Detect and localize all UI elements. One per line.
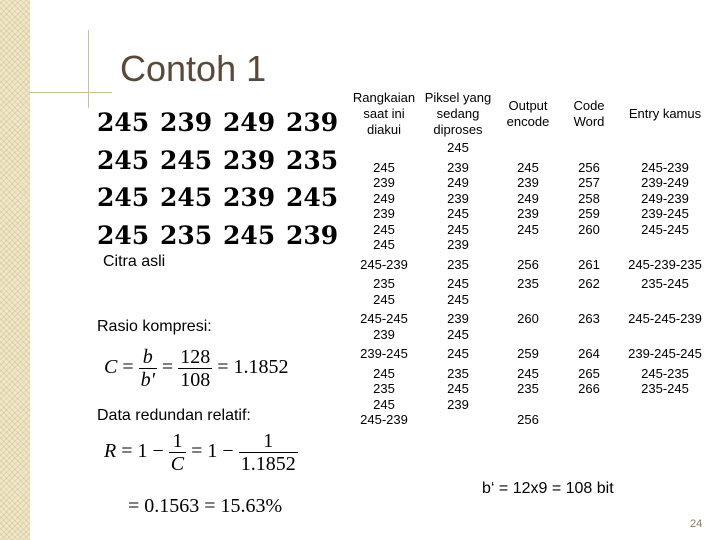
bit-count-footer: b‘ = 12x9 = 108 bit — [482, 480, 614, 497]
cell-line: 235 — [447, 256, 469, 272]
table-cell — [345, 255, 423, 275]
table-cell — [345, 138, 423, 158]
pixel-value: 239 — [223, 183, 276, 212]
cell-line: 245 — [447, 346, 469, 361]
divider-vertical — [88, 30, 89, 108]
cell-line: 235 — [517, 276, 539, 291]
cell-line: 245 — [517, 221, 539, 237]
table-cell — [615, 138, 715, 158]
cell-line: 239-245 — [360, 346, 408, 361]
cell-line: 245 — [517, 365, 539, 381]
cell-line: 235 — [517, 381, 539, 396]
table-cell — [423, 309, 493, 344]
cell-line: 245-245 — [641, 221, 689, 237]
table-header-row — [345, 90, 715, 138]
table-cell — [345, 344, 423, 364]
pixel-value: 245 — [160, 145, 213, 175]
header-codeword: Code Word — [573, 98, 605, 129]
cell-line — [345, 140, 423, 156]
table-cell — [615, 255, 715, 275]
formula-operator: = 1 − — [121, 440, 164, 463]
pixel-value: 249 — [223, 108, 276, 137]
cell-line: 263 — [578, 311, 600, 326]
pixel-value: 239 — [223, 145, 276, 175]
table-cell — [493, 364, 563, 430]
cell-line: 245 — [373, 159, 395, 175]
cell-line: 256 — [517, 256, 539, 272]
table-cell — [423, 344, 493, 364]
table-cell — [493, 344, 563, 364]
cell-line: 245 — [373, 237, 395, 252]
cell-line: 239 — [447, 237, 469, 252]
cell-line: 258 — [578, 190, 600, 206]
table-cell — [563, 309, 615, 344]
table-cell — [563, 138, 615, 158]
table-cell — [563, 255, 615, 275]
table-cell — [423, 138, 493, 158]
table-cell — [493, 158, 563, 255]
redundancy-formula — [104, 430, 298, 475]
cell-line: 261 — [578, 256, 600, 272]
cell-line: 239 — [447, 159, 469, 175]
cell-line — [493, 140, 563, 156]
cell-line: 249-239 — [641, 190, 689, 206]
denominator: 108 — [180, 369, 211, 391]
cell-line: 235-245 — [641, 276, 689, 291]
lzw-encoding-table — [345, 90, 715, 430]
cell-line: 245 — [447, 276, 469, 291]
pixel-value: 235 — [160, 220, 213, 250]
pixel-value: 245 — [286, 183, 339, 212]
fraction — [139, 346, 157, 391]
numerator: 128 — [180, 346, 211, 368]
pixel-value: 245 — [97, 183, 150, 212]
table-cell — [563, 274, 615, 309]
grid-row — [97, 104, 349, 142]
table-row — [345, 255, 715, 275]
formula-symbol: R — [104, 440, 117, 463]
cell-line: 239 — [373, 206, 395, 221]
citra-label: Citra asli — [103, 253, 166, 270]
cell-line: 239 — [447, 311, 469, 326]
table-cell — [493, 138, 563, 158]
pixel-value: 239 — [286, 108, 339, 137]
cell-line: 235 — [373, 276, 395, 291]
formula-operator: = — [161, 356, 174, 379]
cell-line: 259 — [517, 346, 539, 361]
cell-line: 265 — [578, 365, 600, 381]
grid-row — [97, 179, 349, 217]
cell-line: 245 — [373, 291, 395, 307]
pixel-value: 245 — [97, 145, 150, 175]
denominator: b' — [140, 369, 155, 391]
cell-line: 239-249 — [641, 175, 689, 190]
formula-operator: = — [122, 356, 134, 379]
cell-line: 239 — [373, 175, 395, 190]
table-cell — [423, 274, 493, 309]
table-cell — [563, 344, 615, 364]
table-cell — [345, 158, 423, 255]
cell-line: 249 — [517, 190, 539, 206]
fraction — [239, 430, 298, 475]
cell-line: 239-245-245 — [628, 346, 702, 361]
divider-horizontal — [30, 92, 112, 93]
cell-line: 245 — [373, 221, 395, 237]
table-cell — [423, 158, 493, 255]
cell-line: 249 — [373, 190, 395, 206]
table-cell — [615, 274, 715, 309]
cell-line: 239 — [447, 396, 469, 412]
cell-line — [493, 397, 563, 413]
table-cell — [615, 158, 715, 255]
header-piksel: Piksel yang sedang diproses — [424, 90, 492, 137]
page-title: Contoh 1 — [120, 48, 267, 89]
cell-line: 256 — [578, 159, 600, 175]
table-row — [345, 364, 715, 430]
cell-line: 245-235 — [641, 365, 689, 381]
cell-line: 245 — [373, 365, 395, 381]
table-cell — [563, 364, 615, 430]
table-cell — [493, 274, 563, 309]
cell-line: 264 — [578, 346, 600, 361]
page-number: 24 — [690, 518, 703, 530]
image-pixel-grid — [97, 104, 349, 254]
cell-line: 245-239 — [360, 256, 408, 272]
fraction — [178, 346, 212, 391]
cell-line: 256 — [517, 412, 539, 427]
cell-line: 239 — [517, 206, 539, 221]
table-cell — [493, 255, 563, 275]
cell-line: 245 — [517, 159, 539, 175]
numerator: b — [139, 346, 157, 369]
cell-line: 260 — [578, 221, 600, 237]
table-row — [345, 274, 715, 309]
cell-line: 262 — [578, 276, 600, 291]
cell-line: 249 — [447, 175, 469, 190]
redundan-label: Data redundan relatif: — [97, 407, 251, 424]
cell-line: 239 — [447, 190, 469, 206]
table-row — [345, 344, 715, 364]
pixel-value: 245 — [223, 220, 276, 250]
pixel-value: 239 — [160, 108, 213, 137]
table-cell — [615, 364, 715, 430]
cell-line: 245 — [447, 291, 469, 307]
decorative-side-strip — [0, 0, 30, 540]
cell-line: 245-239-235 — [628, 256, 702, 272]
cell-line: 245 — [447, 221, 469, 237]
cell-line: 239 — [517, 175, 539, 190]
formula-operator: = 1 − — [191, 440, 234, 463]
redundancy-result: = 0.1563 = 15.63% — [128, 495, 283, 517]
formula-symbol: C — [104, 356, 118, 379]
cell-line: 239-245 — [641, 206, 689, 221]
cell-line: 245-245 — [360, 311, 408, 326]
grid-row — [97, 142, 349, 180]
denominator: C — [170, 453, 185, 475]
compression-ratio-formula — [104, 346, 288, 391]
table-cell — [493, 309, 563, 344]
table-cell — [615, 344, 715, 364]
numerator: 1 — [239, 430, 298, 453]
cell-line: 245 — [447, 206, 469, 221]
cell-line: 235-245 — [641, 381, 689, 396]
fraction — [169, 430, 186, 475]
cell-line: 259 — [578, 206, 600, 221]
pixel-value: 245 — [97, 108, 150, 137]
formula-result: = 1.1852 — [217, 356, 289, 379]
table-body — [345, 138, 715, 430]
cell-line: 266 — [578, 381, 600, 396]
cell-line: 235 — [447, 365, 469, 381]
table-cell — [345, 364, 423, 430]
denominator: 1.1852 — [240, 453, 296, 475]
cell-line: 245-239 — [641, 159, 689, 175]
cell-line: 245-239 — [360, 412, 408, 427]
rasio-label: Rasio kompresi: — [97, 318, 212, 335]
table-cell — [615, 309, 715, 344]
table-row — [345, 158, 715, 255]
header-entry: Entry kamus — [628, 106, 702, 121]
pixel-value: 239 — [286, 220, 339, 250]
table-cell — [423, 364, 493, 430]
table-cell — [345, 309, 423, 344]
cell-line: 245 — [447, 326, 469, 342]
pixel-value: 235 — [286, 145, 339, 175]
table-cell — [345, 274, 423, 309]
cell-line: 245-245-239 — [628, 311, 702, 326]
cell-line: 260 — [517, 311, 539, 326]
cell-line — [615, 140, 715, 156]
cell-line: 257 — [578, 175, 600, 190]
numerator: 1 — [169, 430, 186, 453]
cell-line: 235 — [373, 381, 395, 396]
header-rangkaian: Rangkaian saat ini diakui — [352, 90, 416, 137]
table-cell — [423, 255, 493, 275]
cell-line — [563, 140, 615, 156]
table-row — [345, 309, 715, 344]
grid-row — [97, 217, 349, 255]
table-cell — [563, 158, 615, 255]
cell-line: 245 — [447, 381, 469, 396]
cell-line: 245 — [447, 140, 469, 155]
pixel-value: 245 — [97, 220, 150, 250]
cell-line: 245 — [373, 396, 395, 412]
header-output: Output encode — [506, 98, 550, 129]
table-row — [345, 138, 715, 158]
pixel-value: 245 — [160, 183, 213, 212]
cell-line: 239 — [373, 326, 395, 342]
